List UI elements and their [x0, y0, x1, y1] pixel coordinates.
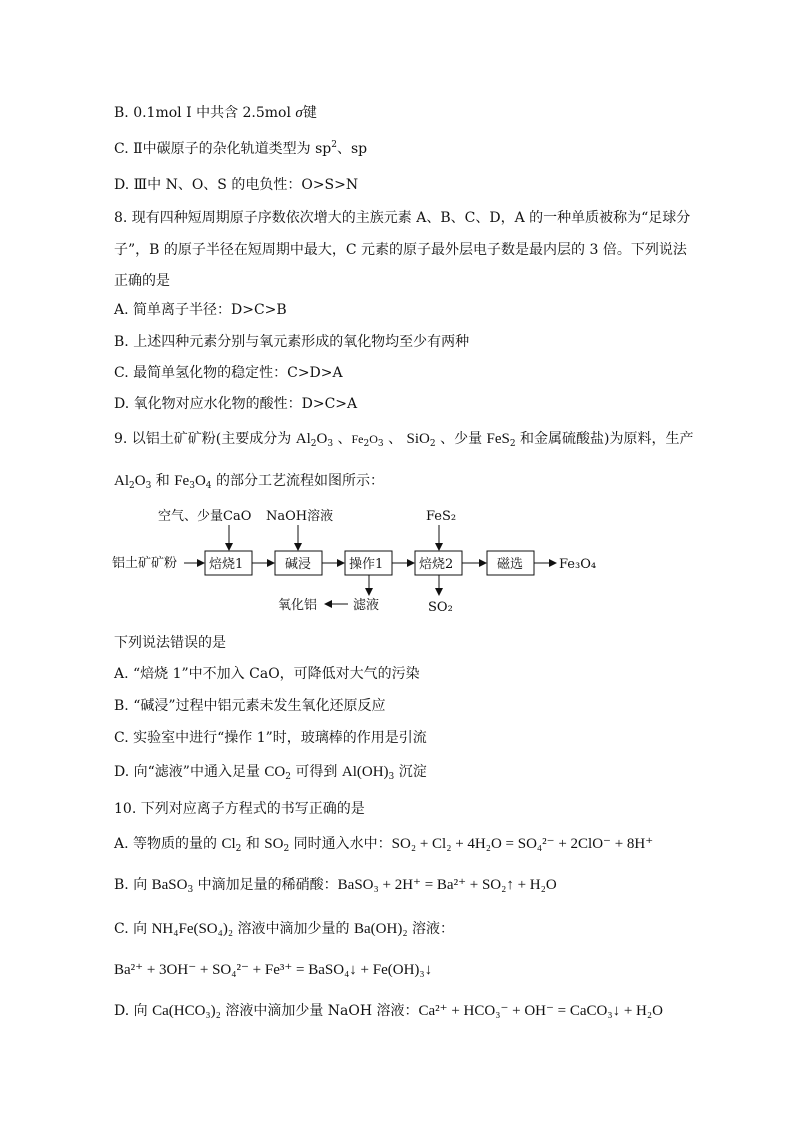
text: B. 0.1mol I 中共含 2.5mol: [114, 105, 296, 121]
formula: Cl: [221, 836, 236, 852]
text: D. 向: [114, 1003, 153, 1019]
subscript: 3: [327, 439, 334, 449]
formula: Ba(OH)₂: [354, 921, 408, 937]
text: 、: [383, 431, 407, 447]
option-d-electronegativity: D. Ⅲ中 N、O、S 的电负性：O>S>N: [114, 177, 359, 193]
formula: FeS: [486, 431, 510, 447]
text: 、sp: [336, 141, 368, 157]
text: 中滴加足量的稀硝酸：: [193, 877, 338, 893]
question-9-option-c: C. 实验室中进行“操作 1”时，玻璃棒的作用是引流: [114, 730, 427, 746]
formula: Fe: [174, 473, 190, 489]
subscript: 3: [189, 481, 195, 491]
text: 溶液：: [407, 921, 455, 937]
text: 溶液中滴加少量 NaOH 溶液：: [220, 1003, 419, 1019]
product-fe3o4-label: Fe₃O₄: [559, 557, 597, 572]
subscript: 2: [429, 439, 436, 449]
formula: Al(OH): [341, 764, 389, 780]
subscript: 2: [285, 772, 291, 782]
text: B. 向: [114, 877, 152, 893]
text: A. 等物质的量的: [114, 836, 222, 852]
formula: Fe: [351, 432, 364, 446]
question-9-line-2: [114, 472, 384, 490]
question-8-line-3: 正确的是: [114, 273, 170, 289]
text: 键: [302, 105, 317, 121]
text: 可得到: [290, 764, 342, 780]
gas-so2-label: SO₂: [428, 600, 453, 615]
text: 和金属硫酸盐)为原料，生产: [515, 431, 694, 447]
formula: O: [194, 473, 206, 489]
step-label-alkali-leach: 碱浸: [285, 557, 312, 572]
subscript: 4: [205, 481, 212, 491]
question-10-option-a: [114, 835, 653, 853]
subscript: 2: [235, 844, 242, 854]
input-air-cao-label: 空气、少量CaO: [158, 509, 252, 524]
formula: O: [134, 473, 146, 489]
question-10-option-c-equation: Ba²⁺ + 3OH⁻ + SO₄²⁻ + Fe³⁺ = BaSO₄↓ + Fe(OH)₃↓: [114, 962, 433, 978]
ionic-equation: BaSO₃ + 2H⁺ = Ba²⁺ + SO₂↑ + H₂O: [337, 877, 557, 893]
text: 沉淀: [394, 764, 427, 780]
text: 、: [333, 431, 352, 447]
text: 、少量: [435, 431, 487, 447]
question-10-option-c: [114, 920, 454, 938]
text: C. 向: [114, 921, 152, 937]
subscript: 2: [129, 481, 135, 491]
question-9-option-d: [114, 763, 427, 781]
text: 溶液中滴加少量的: [233, 921, 355, 937]
step-label-magnetic-separation: 磁选: [497, 557, 524, 572]
formula: Ca(HCO₃)₂: [152, 1003, 221, 1019]
sigma-symbol: σ: [295, 105, 303, 121]
formula: O: [316, 431, 328, 447]
question-8-option-a: A. 简单离子半径：D>C>B: [114, 302, 287, 318]
process-flowchart: [108, 503, 608, 615]
question-8-option-b: B. 上述四种元素分别与氧元素形成的氧化物均至少有两种: [114, 334, 470, 350]
text: 9. 以铝土矿矿粉(主要成分为: [114, 431, 296, 447]
formula: SiO: [406, 431, 430, 447]
ionic-equation: SO₂ + Cl₂ + 4H₂O = SO₄²⁻ + 2ClO⁻ + 8H⁺: [391, 836, 654, 852]
formula: BaSO: [151, 877, 188, 893]
input-fes2-label: FeS₂: [426, 509, 457, 524]
question-9-option-b: B. “碱浸”过程中铝元素未发生氧化还原反应: [114, 698, 386, 714]
formula: Al: [295, 431, 311, 447]
ionic-equation: Ca²⁺ + HCO₃⁻ + OH⁻ = CaCO₃↓ + H₂O: [418, 1003, 663, 1019]
text: 和: [241, 836, 265, 852]
superscript: 2: [331, 140, 337, 150]
input-naoh-label: NaOH溶液: [266, 509, 334, 524]
subscript: 3: [145, 481, 152, 491]
question-10-option-d: [114, 1002, 663, 1020]
formula: SO: [264, 836, 284, 852]
alumina-label: 氧化铝: [278, 598, 318, 613]
subscript: 3: [187, 885, 194, 895]
text: 同时通入水中：: [289, 836, 392, 852]
text: 的部分工艺流程如图所示：: [211, 473, 384, 489]
filtrate-label: 滤液: [353, 598, 380, 613]
text: C. Ⅱ中碳原子的杂化轨道类型为 sp: [114, 141, 332, 157]
question-8-option-d: D. 氧化物对应水化物的酸性：D>C>A: [114, 396, 358, 412]
step-label-roast-1: 焙烧1: [209, 557, 244, 572]
subscript: 3: [388, 772, 395, 782]
raw-material-label: 铝土矿矿粉: [112, 556, 178, 571]
question-9-line-1: [114, 430, 694, 448]
question-8-option-c: C. 最简单氢化物的稳定性：C>D>A: [114, 365, 343, 381]
subscript: 2: [363, 439, 370, 449]
question-9-stem: 下列说法错误的是: [114, 635, 226, 651]
formula: CO: [264, 764, 286, 780]
text: 和: [151, 473, 175, 489]
question-10-option-b: [114, 876, 557, 894]
question-10-stem: 10. 下列对应离子方程式的书写正确的是: [114, 801, 365, 817]
option-b-sigma-bonds: [114, 104, 317, 122]
formula: O: [369, 432, 378, 446]
formula: Al: [114, 473, 129, 489]
question-8-line-1: 8. 现有四种短周期原子序数依次增大的主族元素 A、B、C、D，A 的一种单质被称为“足球分: [114, 210, 691, 226]
option-c-hybridization: [114, 140, 367, 158]
question-8-line-2: 子”，B 的原子半径在短周期中最大，C 元素的原子最外层电子数是最内层的 3 倍。下列说法: [114, 242, 687, 258]
subscript: 3: [377, 439, 384, 449]
subscript: 2: [310, 439, 317, 449]
step-label-operation-1: 操作1: [349, 557, 384, 572]
question-9-option-a: A. “焙烧 1”中不加入 CaO，可降低对大气的污染: [114, 666, 420, 682]
subscript: 2: [509, 439, 516, 449]
subscript: 2: [283, 844, 290, 854]
text: D. 向“滤液”中通入足量: [114, 764, 265, 780]
formula: NH₄Fe(SO₄)₂: [151, 921, 234, 937]
step-label-roast-2: 焙烧2: [419, 557, 454, 572]
